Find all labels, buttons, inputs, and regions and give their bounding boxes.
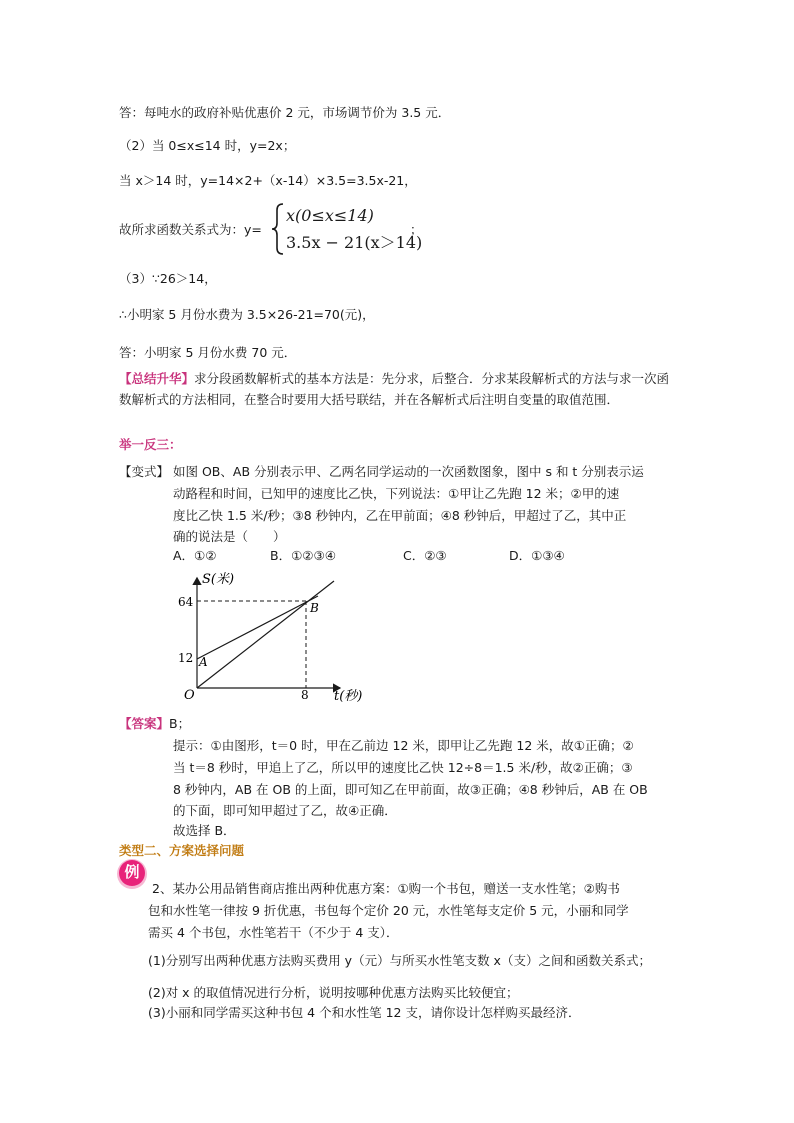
solution-case-x-gt-14: 当 x＞14 时，y=14×2+（x-14）×3.5=3.5x-21， (119, 173, 417, 188)
hint-line-4: 的下面，即可知甲超过了乙，故④正确． (173, 803, 397, 818)
option-b: B．①②③④ (270, 548, 336, 563)
solution-part-2: （2）当 0≤x≤14 时，y=2x； (119, 138, 296, 153)
x-axis-label: t(秒) (334, 689, 363, 704)
option-c: C．②③ (403, 548, 447, 563)
function-suffix: ； (410, 222, 423, 237)
line-ob (197, 581, 334, 688)
option-d: D．①③④ (509, 548, 565, 563)
y-tick-12: 12 (178, 651, 194, 665)
piecewise-case-1: x(0≤x≤14) (286, 206, 374, 225)
y-axis-label: S(米) (202, 572, 235, 587)
question-1: (1)分别写出两种优惠方法购买费用 y（元）与所买水性笔支数 x（支）之间和函数关系式； (148, 953, 651, 968)
hint-line-5: 故选择 B． (173, 823, 236, 838)
variant-line-2: 动路程和时间，已知甲的速度比乙快，下列说法：①甲让乙先跑 12 米；②甲的速 (173, 486, 620, 501)
hint-line-3: 8 秒钟内，AB 在 OB 的上面，即可知乙在甲前面，故③正确；④8 秒钟后，AB 在 OB (173, 782, 648, 797)
question-3: (3)小丽和同学需买这种书包 4 个和水性笔 12 支，请你设计怎样购买最经济． (148, 1005, 581, 1020)
point-b-label: B (310, 601, 319, 615)
example-line-2: 包和水性笔一律按 9 折优惠，书包每个定价 20 元，水性笔每支定价 5 元，小丽和同学 (148, 903, 629, 918)
section-title: 举一反三： (119, 437, 182, 452)
x-tick-8: 8 (301, 688, 309, 702)
brace-icon (271, 203, 285, 255)
point-a-label: A (199, 655, 208, 669)
question-2: (2)对 x 的取值情况进行分析，说明按哪种优惠方法购买比较便宜； (148, 985, 519, 1000)
example-line-1: 2、某办公用品销售商店推出两种优惠方案：①购一个书包，赠送一支水性笔；②购书 (152, 881, 620, 896)
piecewise-case-2: 3.5x − 21(x＞14) (286, 233, 423, 252)
summary-block (119, 368, 679, 410)
example-line-3: 需买 4 个书包，水性笔若干（不少于 4 支）． (148, 925, 399, 940)
answer-tag: 【答案】 (119, 716, 170, 731)
line-ab (197, 596, 318, 659)
answer-value: B； (169, 716, 191, 731)
function-prefix: 故所求函数关系式为：y= (119, 222, 262, 237)
origin-label: O (184, 688, 195, 703)
variant-line-1: 如图 OB、AB 分别表示甲、乙两名同学运动的一次函数图象，图中 s 和 t 分别表示运 (173, 464, 644, 479)
hint-line-1: 提示：①由图形，t＝0 时，甲在乙前边 12 米，即甲让乙先跑 12 米，故①正确；② (173, 738, 634, 753)
variant-tag: 【变式】 (119, 464, 170, 479)
variant-line-3: 度比乙快 1.5 米/秒；③8 秒钟内，乙在甲前面；④8 秒钟后，甲超过了乙，其中正 (173, 508, 627, 523)
answer-1: 答：每吨水的政府补贴优惠价 2 元，市场调节价为 3.5 元． (119, 105, 451, 120)
y-tick-64: 64 (178, 595, 194, 609)
answer-2: 答：小明家 5 月份水费 70 元． (119, 345, 297, 360)
solution-calculation: ∴小明家 5 月份水费为 3.5×26-21=70(元)， (119, 307, 375, 322)
variant-line-4: 确的说法是（ ） (173, 529, 286, 544)
type2-title: 类型二、方案选择问题 (119, 843, 245, 858)
motion-graph (170, 568, 380, 708)
summary-text: 求分段函数解析式的基本方法是：先分求，后整合．分求某段解析式的方法与求一次函数解析式的方法相同，在整合时要用大括号联结，并在各解析式后注明自变量的取值范围． (119, 371, 670, 407)
option-a: A．①② (173, 548, 217, 563)
summary-tag: 【总结升华】 (119, 371, 195, 386)
hint-line-2: 当 t＝8 秒时，甲追上了乙，所以甲的速度比乙快 12÷8＝1.5 米/秒，故②正确；③ (173, 760, 633, 775)
solution-part-3: （3）∵26＞14， (119, 271, 217, 286)
example-badge: 例 (119, 860, 145, 886)
